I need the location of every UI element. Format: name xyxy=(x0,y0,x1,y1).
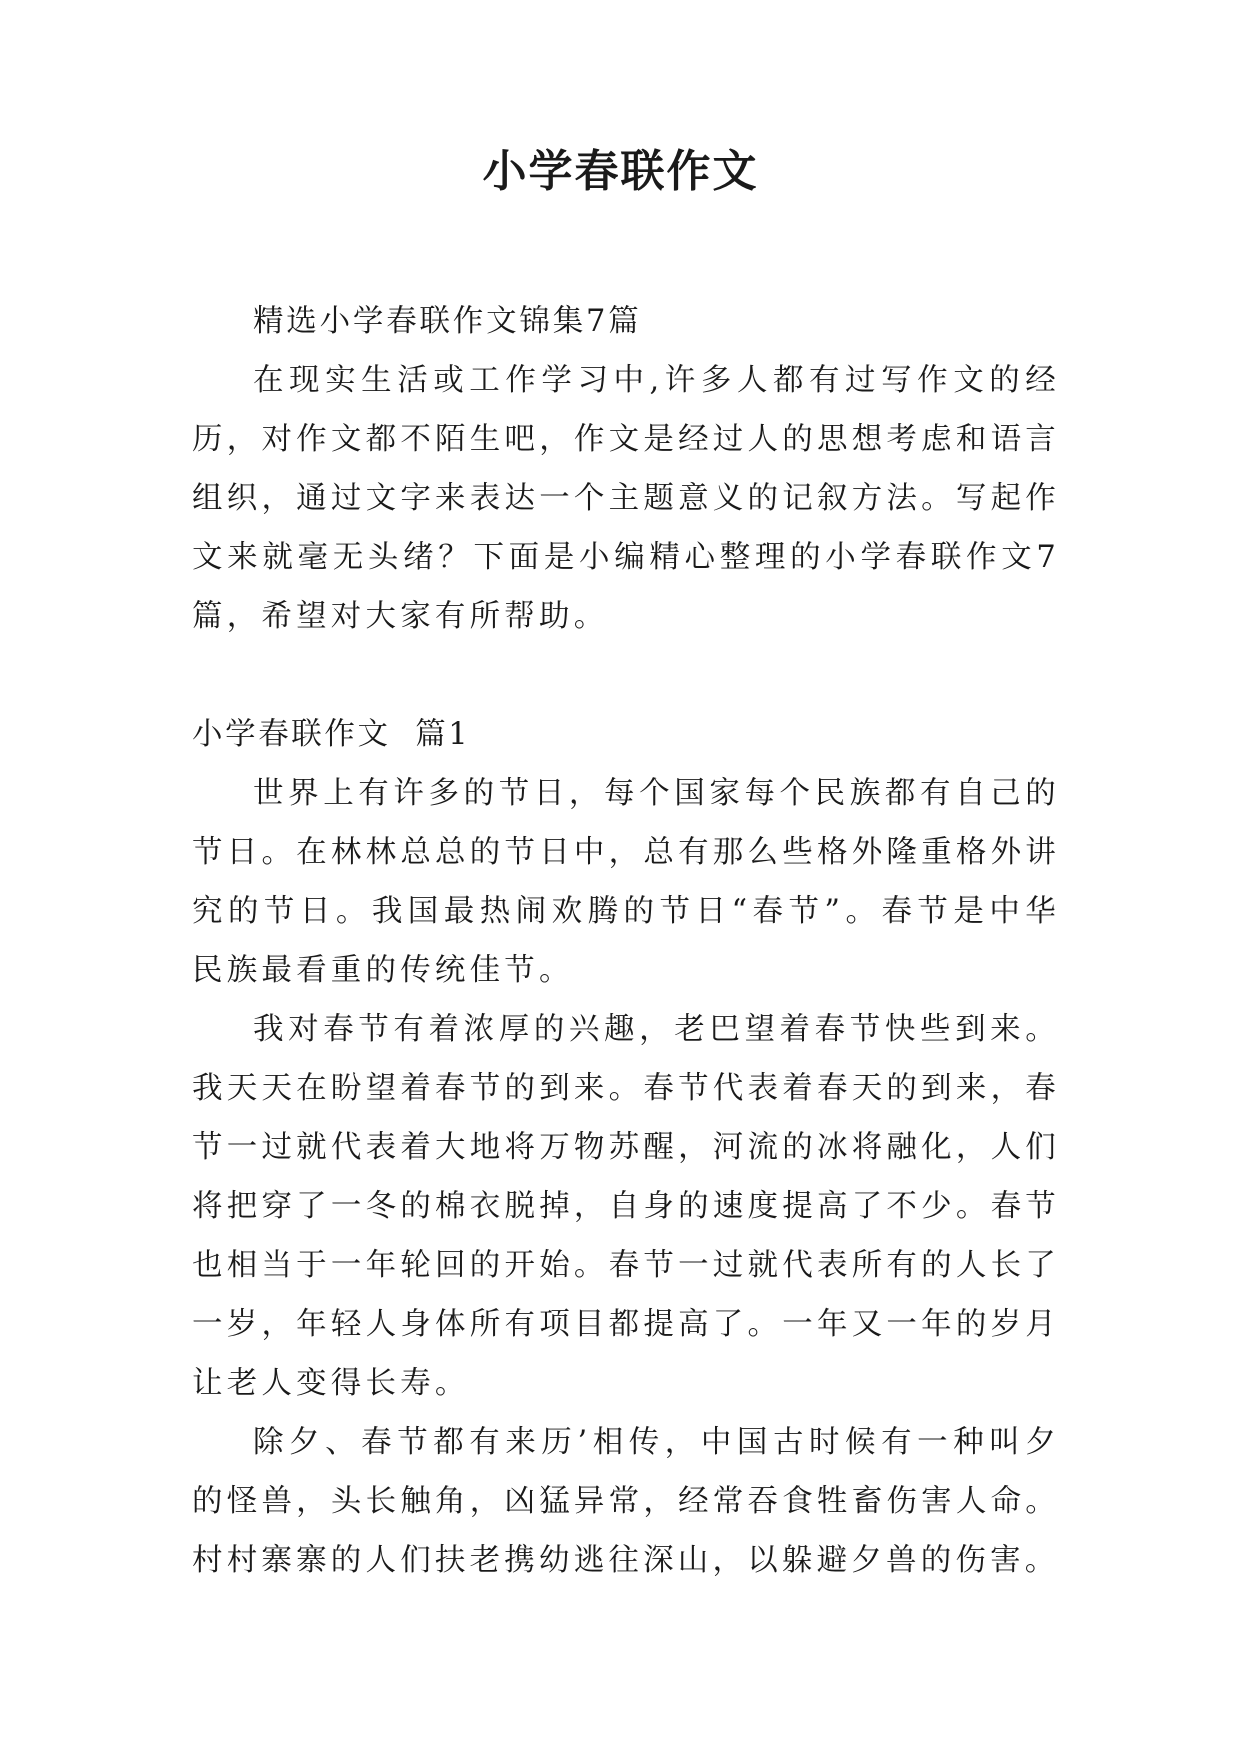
document-subtitle: 精选小学春联作文锦集7篇 xyxy=(253,304,642,339)
section-heading: 小学春联作文 篇1 xyxy=(192,717,471,752)
document-body xyxy=(192,292,1060,1590)
body-paragraph-1: 世界上有许多的节日，每个国家每个民族都有自己的节日。在林林总总的节日中，总有那么些格外隆重格外讲究的节日。我国最热闹欢腾的节日“春节”。春节是中华民族最看重的传统佳节。 xyxy=(192,776,1060,988)
document-title: 小学春联作文 xyxy=(482,146,759,197)
intro-paragraph: 在现实生活或工作学习中,许多人都有过写作文的经历，对作文都不陌生吧，作文是经过人的思想考虑和语言组织，通过文字来表达一个主题意义的记叙方法。写起作文来就毫无头绪？下面是小编精心整理的小学春联作文7篇，希望对大家有所帮助。 xyxy=(192,363,1060,634)
body-paragraph-3: 除夕、春节都有来历’相传，中国古时候有一种叫夕的怪兽，头长触角，凶猛异常，经常吞食牲畜伤害人命。村村寨寨的人们扶老携幼逃往深山，以躲避夕兽的伤害。 xyxy=(192,1425,1060,1578)
body-paragraph-2: 我对春节有着浓厚的兴趣，老巴望着春节快些到来。我天天在盼望着春节的到来。春节代表着春天的到来，春节一过就代表着大地将万物苏醒，河流的冰将融化，人们将把穿了一冬的棉衣脱掉，自身的速度提高了不少。春节也相当于一年轮回的开始。春节一过就代表所有的人长了一岁，年轻人身体所有项目都提高了。一年又一年的岁月让老人变得长寿。 xyxy=(192,1012,1060,1401)
